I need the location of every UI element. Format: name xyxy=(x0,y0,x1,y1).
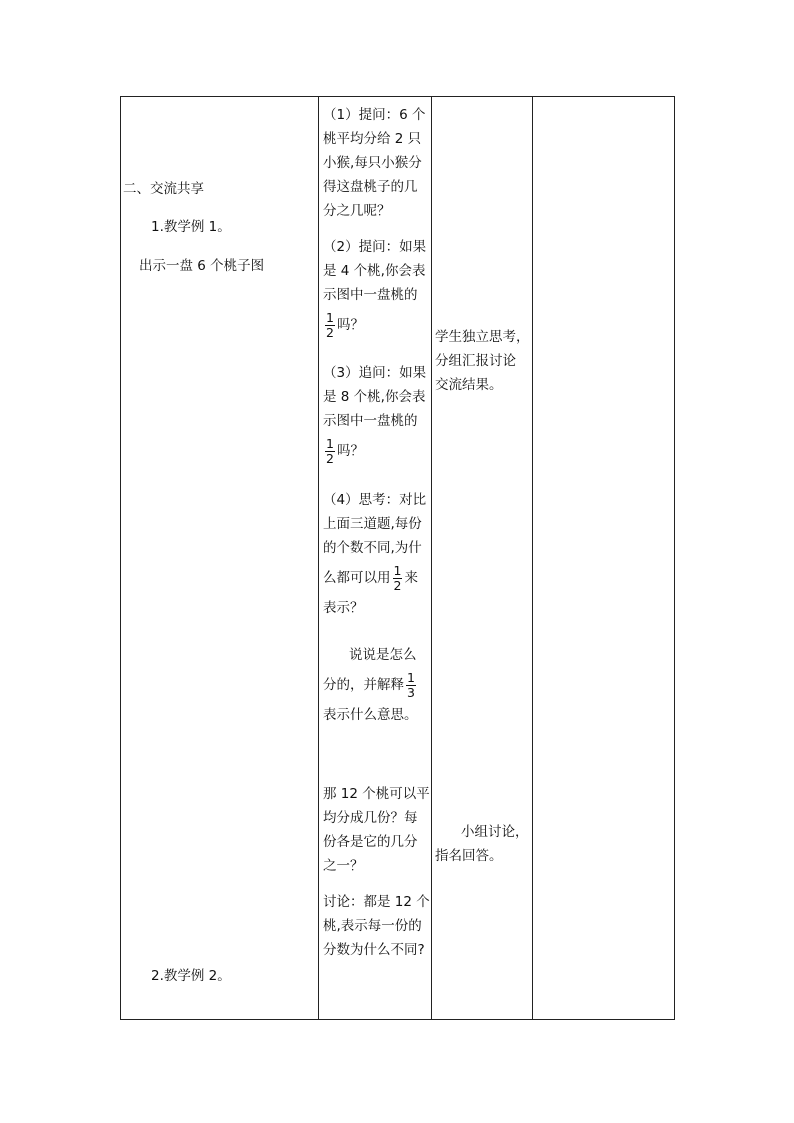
activity-column xyxy=(121,97,319,1020)
teacher-column xyxy=(319,97,432,1020)
question-4: （4）思考：对比 上面三道题,每份 的个数不同,为什 么都可以用 $\frac{1}{2}$ 来 表示？ xyxy=(323,492,427,616)
fraction-one-third: $\frac{1}{3}$ xyxy=(407,669,415,700)
question-3: （3）追问：如果 是 8 个桃,你会表 示图中一盘桃的 $\frac{1}{2}$ 吗？ xyxy=(323,365,427,466)
fraction-one-half: $\frac{1}{2}$ xyxy=(393,562,402,593)
example-2-label: 2.教学例 2。 xyxy=(151,968,231,984)
fraction-one-half: $\frac{1}{2}$ xyxy=(326,435,334,466)
question-1: （1）提问：6 个 桃平均分给 2 只 小猴,每只小猴分 得这盘桃子的几 分之几呢？ xyxy=(323,107,426,219)
student-column xyxy=(432,97,533,1020)
notes-column xyxy=(533,97,675,1020)
discussion-question: 讨论：都是 12 个 桃,表示每一份的 分数为什么不同? xyxy=(323,894,430,958)
twelve-peaches-question: 那 12 个桃可以平 均分成几份？每 份各是它的几分 之一？ xyxy=(323,786,430,874)
lesson-plan-table xyxy=(120,96,675,1020)
question-2: （2）提问：如果 是 4 个桃,你会表 示图中一盘桃的 $\frac{1}{2}$ 吗？ xyxy=(323,239,427,340)
section-title: 二、交流共享 xyxy=(123,181,204,197)
show-picture-text: 出示一盘 6 个桃子图 xyxy=(139,258,265,274)
fraction-one-half: $\frac{1}{2}$ xyxy=(326,309,334,340)
group-discussion-text: 小组讨论， 指名回答。 xyxy=(435,824,529,864)
student-think-text: 学生独立思考， 分组汇报讨论 交流结果。 xyxy=(435,329,530,393)
example-1-label: 1.教学例 1。 xyxy=(151,219,231,235)
explain-one-third: 说说是怎么 分的，并解释 $\frac{1}{3}$ 表示什么意思。 xyxy=(323,647,418,723)
